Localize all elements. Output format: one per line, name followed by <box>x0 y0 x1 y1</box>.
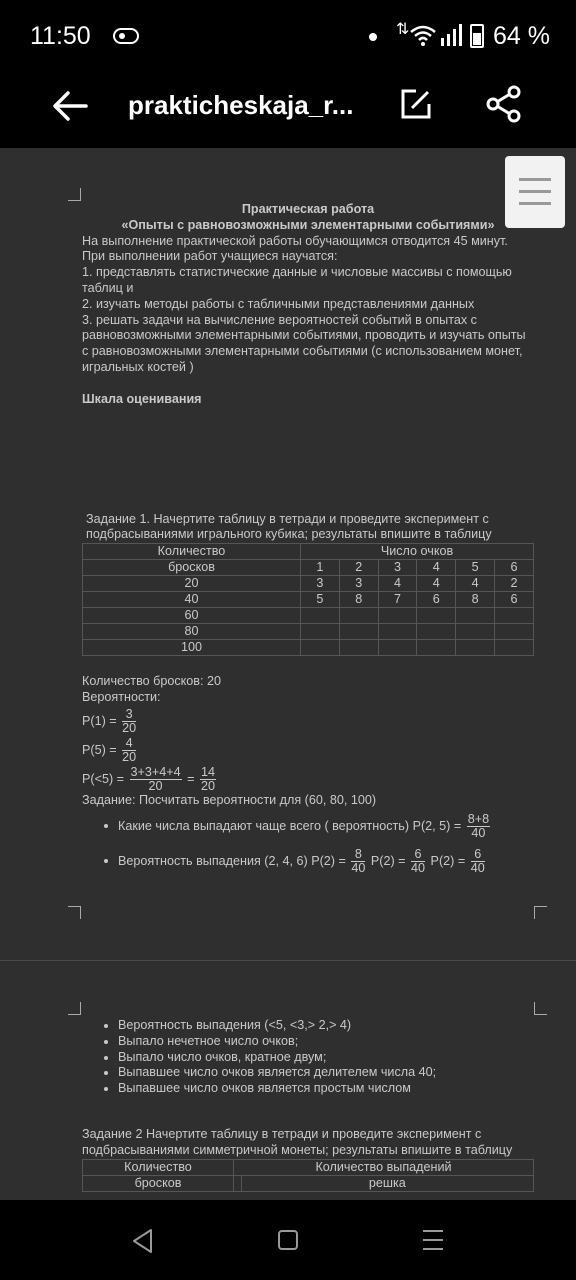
menu-button[interactable] <box>505 156 565 228</box>
page-corner-mark <box>534 1002 547 1015</box>
page-separator <box>0 960 576 961</box>
status-bar <box>0 0 576 72</box>
formula-plt5: P(<5) = $\frac{3+3+4+4}{20}$ = $\frac{14}{20}$ <box>82 764 215 793</box>
goal-1: 1. представлять статистические данные и числовые массивы с помощью таблиц и <box>82 265 512 295</box>
table-cell <box>301 608 340 624</box>
table-header: Количество <box>83 544 301 560</box>
table-cell <box>417 608 456 624</box>
table-cell <box>456 624 495 640</box>
task-count: Задание: Посчитать вероятности для (60, 80, 100) <box>82 792 377 807</box>
table-cell <box>301 640 340 656</box>
table-header: Количество выпадений <box>234 1159 534 1175</box>
nav-recents-icon[interactable] <box>423 1230 443 1257</box>
battery-percent: 64 % <box>493 22 550 50</box>
page-corner-mark <box>68 1002 81 1015</box>
wifi-icon <box>410 25 436 47</box>
table-header: Число очков <box>301 544 534 560</box>
table-cell <box>417 624 456 640</box>
navigation-bar <box>0 1200 576 1280</box>
list-item: • Вероятность выпадения (<5, <3,> 2,> 4) <box>118 1018 534 1034</box>
list-item: • Выпало нечетное число очков; <box>118 1034 534 1050</box>
page-subtitle: «Опыты с равновозможными элементарными событиями» <box>121 217 495 232</box>
table-cell <box>339 624 378 640</box>
page-title: Практическая работа <box>241 202 375 216</box>
table-cell: 2 <box>494 576 533 592</box>
table-header: 2 <box>339 560 378 576</box>
table-row <box>83 576 534 592</box>
table-header: 4 <box>417 560 456 576</box>
data-transfer-icon: ⇅ <box>396 21 410 38</box>
table-cell <box>378 608 417 624</box>
table-cell <box>456 608 495 624</box>
app-bar <box>0 72 576 148</box>
page-corner-mark <box>68 906 81 919</box>
table-cell <box>494 640 533 656</box>
table-cell <box>456 640 495 656</box>
table-cell <box>494 608 533 624</box>
table-cell: 80 <box>83 624 301 640</box>
table-cell: 6 <box>417 592 456 608</box>
table-cell <box>234 1175 242 1191</box>
edit-icon[interactable] <box>398 86 434 122</box>
table-cell: 7 <box>378 592 417 608</box>
throws-count: Количество бросков: 20 <box>82 674 221 689</box>
nav-home-icon[interactable] <box>278 1230 298 1250</box>
table-header: 6 <box>494 560 533 576</box>
list-item: • Выпало число очков, кратное двум; <box>118 1050 534 1066</box>
list-item: • Выпавшее число очков является делителем числа 40; <box>118 1065 534 1081</box>
table-header: 1 <box>301 560 340 576</box>
page-corner-mark <box>68 188 81 201</box>
table-cell <box>378 624 417 640</box>
table-cell <box>417 640 456 656</box>
clock: 11:50 <box>30 22 91 50</box>
nav-back-icon[interactable] <box>131 1228 153 1254</box>
table-cell <box>301 624 340 640</box>
back-arrow-icon[interactable] <box>50 86 90 126</box>
scale-heading: Шкала оценивания <box>82 391 202 406</box>
table-cell: 3 <box>339 576 378 592</box>
document-page-1 <box>82 202 534 875</box>
table-header: Количество <box>83 1159 234 1175</box>
intro-text: На выполнение практической работы обучающимся отводится 45 минут. При выполнении работ учащиеся научатся: <box>82 233 508 264</box>
goal-3: 3. решать задачи на вычисление вероятностей событий в опытах с равновозможными элементарными событиями, проводить и изучать опыты с равновозможными элементарными событиями (с использованием монет, игральных костей ) <box>82 312 526 374</box>
notification-icon <box>113 28 139 44</box>
table-header: 3 <box>378 560 417 576</box>
table-cell: 4 <box>378 576 417 592</box>
table-cell: 20 <box>83 576 301 592</box>
goal-2: 2. изучать методы работы с табличными представлениями данных <box>82 296 475 311</box>
table-cell: 8 <box>339 592 378 608</box>
table-cell: 8 <box>456 592 495 608</box>
table-cell <box>378 640 417 656</box>
document-title: prakticheskaja_r... <box>128 90 354 120</box>
task1-text: Задание 1. Начертите таблицу в тетради и проведите эксперимент с подбрасываниями игрального кубика; результаты впишите в таблицу <box>86 511 492 542</box>
share-icon[interactable] <box>484 84 524 124</box>
table-cell <box>339 640 378 656</box>
list-item: • Вероятность выпадения (2, 4, 6) P(2) = $\frac{8}{40}$ P(2) = $\frac{6}{40}$ P(2) = $\frac{6}{40}$ <box>118 848 534 875</box>
list-item: • Выпавшее число очков является простым числом <box>118 1081 534 1097</box>
table-cell: 4 <box>417 576 456 592</box>
table-header: бросков <box>83 560 301 576</box>
table-cell: 60 <box>83 608 301 624</box>
battery-icon <box>470 24 484 48</box>
table-cell: 100 <box>83 640 301 656</box>
notification-dot-icon <box>369 33 377 41</box>
document-page-2 <box>82 1018 534 1192</box>
table-header: решка <box>241 1175 533 1191</box>
formula-p1: P(1) = $\frac{3}{20}$ <box>82 706 137 735</box>
table-row <box>83 592 534 608</box>
table-row <box>83 640 534 656</box>
probabilities-label: Вероятности: <box>82 689 161 704</box>
document-viewer[interactable] <box>0 148 576 1200</box>
list-item: • Какие числа выпадают чаще всего ( вероятность) P(2, 5) = $\frac{8+8}{40}$ <box>118 813 534 840</box>
table-cell: 3 <box>301 576 340 592</box>
table-cell <box>339 608 378 624</box>
table-header: 5 <box>456 560 495 576</box>
table-header: бросков <box>83 1175 234 1191</box>
formula-p5: P(5) = $\frac{4}{20}$ <box>82 735 137 764</box>
dice-table <box>82 543 534 656</box>
coin-table <box>82 1159 534 1192</box>
table-row <box>83 608 534 624</box>
task2-text: Задание 2 Начертите таблицу в тетради и проведите эксперимент с подбрасываниями симметричной монеты; результаты впишите в таблицу <box>82 1126 513 1157</box>
table-cell: 4 <box>456 576 495 592</box>
event-list <box>82 1018 534 1097</box>
signal-icon <box>440 24 462 46</box>
table-cell: 40 <box>83 592 301 608</box>
table-cell: 5 <box>301 592 340 608</box>
table-cell <box>494 624 533 640</box>
table-cell: 6 <box>494 592 533 608</box>
page-corner-mark <box>534 906 547 919</box>
question-list <box>82 813 534 875</box>
table-row <box>83 624 534 640</box>
